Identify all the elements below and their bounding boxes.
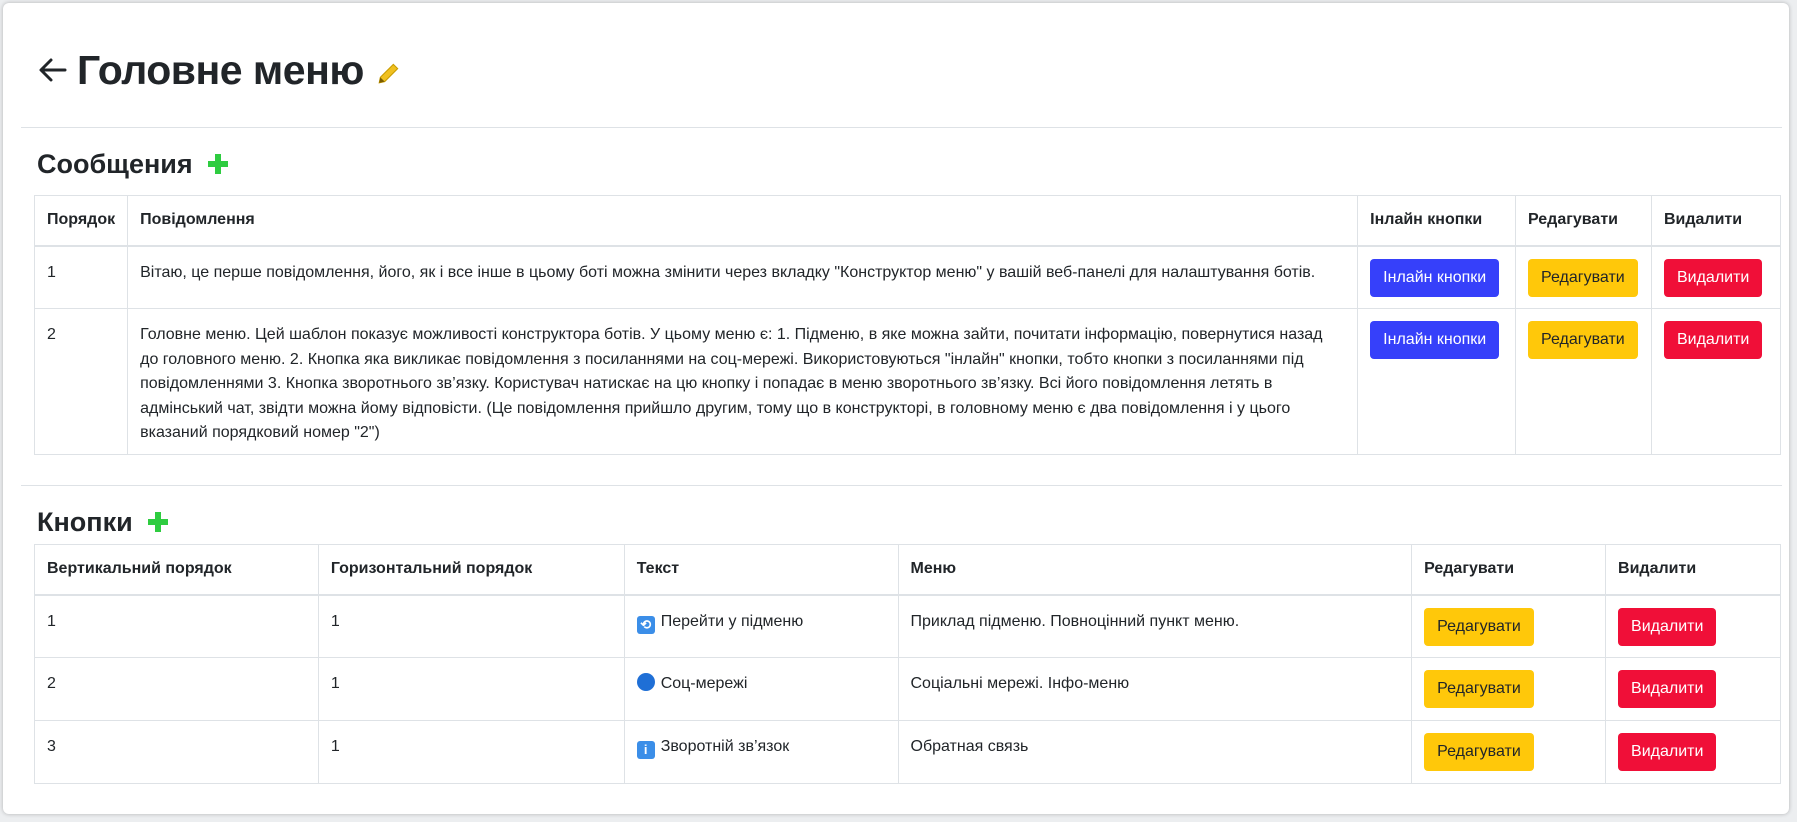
divider [21, 127, 1782, 128]
vertical-order: 2 [35, 658, 319, 721]
inline-buttons-button[interactable]: Інлайн кнопки [1370, 321, 1499, 359]
info-icon: i [637, 741, 655, 759]
back-arrow-icon[interactable] [37, 54, 69, 86]
buttons-section-title [37, 503, 169, 541]
horizontal-order: 1 [318, 595, 624, 658]
col-delete: Видалити [1651, 196, 1780, 246]
col-edit: Редагувати [1516, 196, 1652, 246]
delete-button[interactable]: Видалити [1618, 608, 1716, 646]
message-text: Головне меню. Цей шаблон показує можливості конструктора ботів. У цьому меню є: 1. Підменю, в яке можна зайти, почитати інформацію, повернутися назад до головного меню. 2. Кнопка яка викликає повідомлення з посиланнями на соц-мережі. Використовуються "інлайн" кнопки, тобто кнопки з посиланнями під повідомленнями 3. Кнопка зворотнього зв’язку. Користувач натискає на цю кнопку і попадає в меню зворотнього зв’язку. Всі його повідомлення летять в адмінський чат, звідти можна йому відповісти. (Це повідомлення прийшло другим, тому що в конструкторі, в головному меню є два повідомлення і у цього вказаний порядковий номер "2") [128, 309, 1358, 455]
col-edit: Редагувати [1412, 545, 1606, 595]
horizontal-order: 1 [318, 658, 624, 721]
add-button-plus-icon[interactable] [147, 511, 169, 533]
arrows-icon: ⟲ [637, 616, 655, 634]
button-menu: Обратная связь [898, 721, 1412, 784]
edit-button[interactable]: Редагувати [1424, 670, 1534, 708]
col-delete: Видалити [1606, 545, 1781, 595]
col-horizontal-order: Горизонтальний порядок [318, 545, 624, 595]
col-menu: Меню [898, 545, 1412, 595]
add-message-plus-icon[interactable] [207, 153, 229, 175]
col-message: Повідомлення [128, 196, 1358, 246]
button-row [35, 658, 1781, 721]
delete-button[interactable]: Видалити [1618, 733, 1716, 771]
messages-table [34, 195, 1781, 455]
col-order: Порядок [35, 196, 128, 246]
col-text: Текст [624, 545, 898, 595]
button-menu: Соціальні мережі. Інфо-меню [898, 658, 1412, 721]
message-row [35, 246, 1781, 309]
button-text: Перейти у підменю [660, 612, 804, 630]
button-row [35, 721, 1781, 784]
message-order: 1 [35, 246, 128, 309]
button-menu: Приклад підменю. Повноцінний пункт меню. [898, 595, 1412, 658]
edit-button[interactable]: Редагувати [1528, 321, 1638, 359]
main-card [3, 3, 1789, 814]
col-inline-buttons: Інлайн кнопки [1358, 196, 1516, 246]
edit-button[interactable]: Редагувати [1528, 259, 1638, 297]
divider [21, 485, 1782, 486]
messages-header-row [35, 196, 1781, 246]
delete-button[interactable]: Видалити [1664, 321, 1762, 359]
vertical-order: 3 [35, 721, 319, 784]
blue-circle-icon [637, 673, 655, 691]
page-header [37, 45, 402, 95]
delete-button[interactable]: Видалити [1618, 670, 1716, 708]
pencil-edit-icon[interactable] [376, 60, 402, 86]
messages-title: Сообщения [37, 148, 193, 179]
button-text: Соц-мережі [660, 675, 748, 692]
page-title: Головне меню [77, 46, 364, 93]
inline-buttons-button[interactable]: Інлайн кнопки [1370, 259, 1499, 297]
buttons-title: Кнопки [37, 506, 133, 537]
edit-button[interactable]: Редагувати [1424, 733, 1534, 771]
message-row [35, 309, 1781, 455]
message-text: Вітаю, це перше повідомлення, його, як і все інше в цьому боті можна змінити через вкладку "Конструктор меню" у вашій веб-панелі для налаштування ботів. [128, 246, 1358, 309]
col-vertical-order: Вертикальний порядок [35, 545, 319, 595]
delete-button[interactable]: Видалити [1664, 259, 1762, 297]
message-order: 2 [35, 309, 128, 455]
edit-button[interactable]: Редагувати [1424, 608, 1534, 646]
horizontal-order: 1 [318, 721, 624, 784]
messages-section-title [37, 145, 229, 183]
button-text: Зворотній зв’язок [660, 738, 790, 755]
buttons-table [34, 544, 1781, 784]
buttons-header-row [35, 545, 1781, 595]
button-row [35, 595, 1781, 658]
vertical-order: 1 [35, 595, 319, 658]
